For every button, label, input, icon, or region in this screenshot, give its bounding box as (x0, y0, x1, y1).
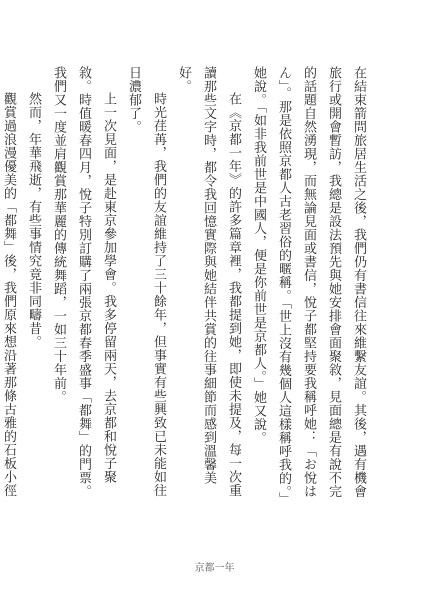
paragraph: 在結束箭問旅居生活之後，我們仍有書信往來維繫友誼。其後，遇有機會旅行或開會暫訪，我總是設法預先與她安排會面聚敘，見面總是有說不完的話題自然湧現，而無論見面或書信，悅子都堅持要我稱呼她：「お悅はん」。那是依照京都人古老習俗的暱稱。「世上沒有幾個人這樣稱呼我的。」她說。「如非我前世是中國人，便是你前世是京都人。」她又說。 (251, 66, 366, 506)
paragraph: 在《京都一年》的許多篇章裡，我都提到她，即使未提及，每一次重讀那些文字時，都令我回憶實際與她結伴共賞的往事細節而感到溫馨美好。 (176, 66, 241, 497)
paragraph: 時光荏苒，我們的友誼維持了三十餘年，但事實有些興致已未能如往日濃郁了。 (126, 66, 166, 497)
vertical-body-text (0, 66, 371, 506)
page-footer-title: 京都一年 (194, 563, 235, 574)
paragraph: 上一次見面，是赴東京參加學會。我多停留兩天，去京都和悅子聚敘。時值暖春四月，悅子特別訂購了兩張京都春季盛事「都舞」的門票。我們又一度並肩觀賞那華麗的傳統舞蹈，一如三十年前。 (51, 66, 116, 498)
paragraph: 觀賞過浪漫優美的「都舞」後，我們原來想沿著那條古雅的石板小徑 (1, 92, 16, 497)
paragraph: 然而，年華飛逝，有些事情究竟非同疇昔。 (26, 92, 41, 349)
